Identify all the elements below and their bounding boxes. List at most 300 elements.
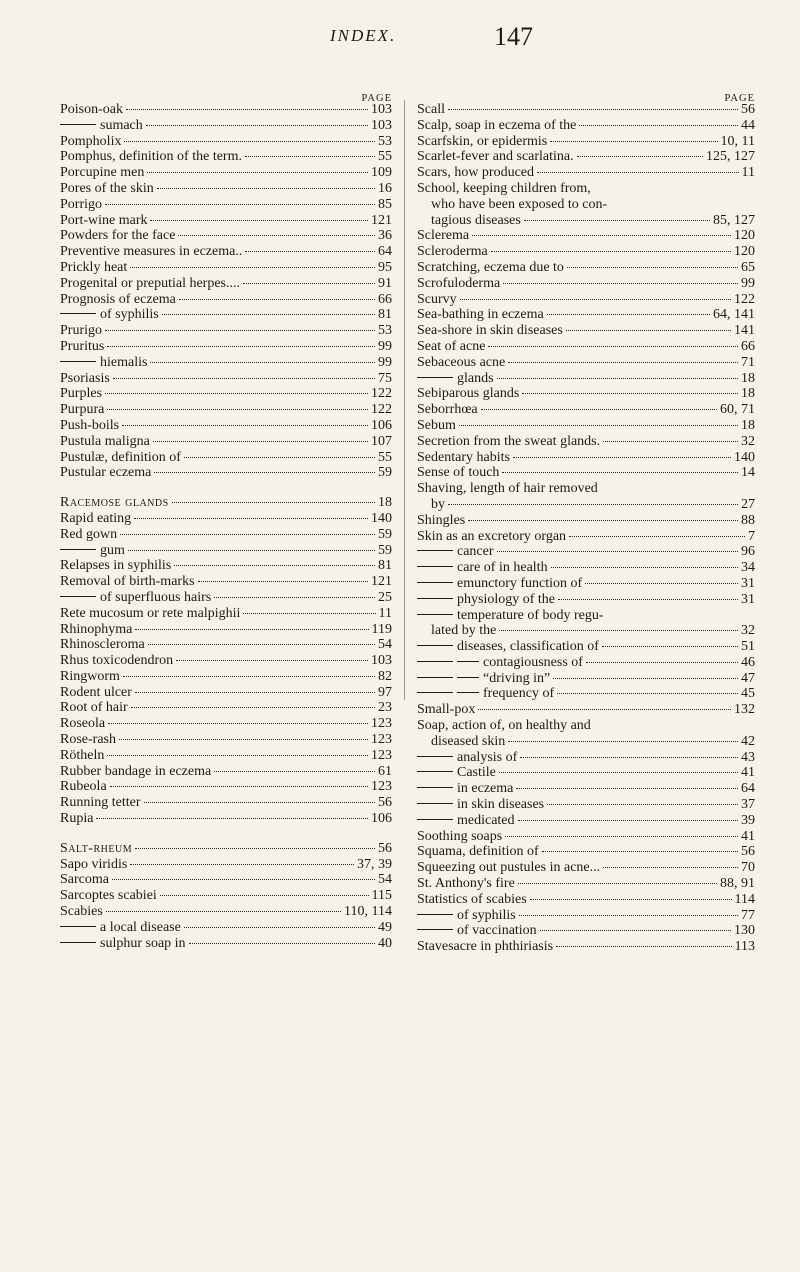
entry-term: diseases, classification of	[457, 639, 599, 655]
entry-term: physiology of the	[457, 591, 555, 607]
entry-pages: 107	[371, 433, 392, 449]
index-entry	[417, 307, 755, 323]
entry-pages: 18	[741, 386, 755, 402]
entry-term: Skin as an excretory organ	[417, 528, 567, 544]
entry-term: Porcupine men	[60, 165, 145, 181]
entry-pages: 71	[741, 354, 755, 370]
index-entry	[60, 260, 392, 276]
entry-term: Castile	[457, 765, 496, 781]
dot-leader	[135, 629, 368, 630]
entry-pages: 99	[378, 338, 392, 354]
entry-pages: 103	[371, 102, 392, 117]
entry-term: cancer	[457, 544, 494, 560]
dot-leader	[107, 755, 368, 756]
dot-leader	[174, 565, 375, 566]
entry-term: Rupia	[60, 811, 94, 827]
index-entry	[60, 465, 392, 481]
entry-pages: 10, 11	[720, 133, 755, 149]
entry-pages: 82	[378, 668, 392, 684]
index-entry	[417, 402, 755, 418]
entry-term: Pruritus	[60, 338, 105, 354]
page-column-label: PAGE	[361, 93, 392, 104]
entry-term: Purples	[60, 386, 102, 402]
entry-pages: 64	[741, 781, 755, 797]
repeat-dash	[417, 661, 453, 662]
entry-term: Scarlet-fever and scarlatina.	[417, 149, 574, 165]
entry-term: Push-boils	[60, 417, 120, 433]
index-column-right	[417, 93, 755, 955]
entry-term: Scratching, eczema due to	[417, 259, 564, 275]
index-entry	[417, 639, 755, 655]
entry-pages: 123	[371, 716, 392, 732]
repeat-dash	[417, 377, 453, 378]
index-entry	[60, 558, 392, 574]
entry-term: of superfluous hairs	[100, 589, 212, 605]
entry-pages: 56	[741, 844, 755, 860]
dot-leader	[214, 771, 375, 772]
dot-leader	[245, 156, 375, 157]
index-entry	[60, 622, 392, 638]
entry-term: Red gown	[60, 526, 118, 542]
dot-leader	[579, 125, 738, 126]
repeat-dash	[60, 942, 96, 943]
index-entry	[417, 829, 755, 845]
index-entry	[60, 716, 392, 732]
index-entry	[60, 181, 392, 197]
index-entry	[417, 655, 755, 671]
index-entry	[417, 118, 755, 134]
entry-pages: 46	[741, 654, 755, 670]
dot-leader	[189, 943, 375, 944]
index-entry	[60, 292, 392, 308]
index-entry	[60, 637, 392, 653]
dot-leader	[522, 393, 738, 394]
index-entry	[417, 386, 755, 402]
index-entry	[417, 323, 755, 339]
entry-term: Sea-bathing in eczema	[417, 307, 544, 323]
index-entry	[60, 732, 392, 748]
entry-pages: 23	[378, 700, 392, 716]
dot-leader	[105, 393, 368, 394]
entry-term: sumach	[100, 117, 143, 133]
dot-leader	[146, 125, 368, 126]
entry-pages: 125, 127	[706, 149, 755, 165]
index-entry	[417, 165, 755, 181]
entry-pages: 103	[371, 117, 392, 133]
entry-term: Seborrhœa	[417, 402, 478, 418]
entry-pages: 109	[371, 165, 392, 181]
entry-term: hiemalis	[100, 354, 148, 370]
entry-term: Prognosis of eczema	[60, 291, 176, 307]
index-entry	[60, 371, 392, 387]
index-entry	[60, 936, 392, 952]
index-entry	[417, 908, 755, 924]
repeat-dash	[417, 645, 453, 646]
index-entry	[417, 718, 755, 734]
entry-term: gum	[100, 542, 125, 558]
entry-pages: 31	[741, 591, 755, 607]
dot-leader	[488, 346, 738, 347]
entry-term: emunctory function of	[457, 575, 583, 591]
entry-term: Rubber bandage in eczema	[60, 763, 212, 779]
dot-leader	[553, 678, 738, 679]
entry-term: tagious diseases	[431, 212, 521, 228]
dot-leader	[135, 848, 375, 849]
dot-leader	[556, 946, 731, 947]
entry-pages: 77	[741, 907, 755, 923]
entry-pages: 81	[378, 307, 392, 323]
entry-term: in skin diseases	[457, 797, 545, 813]
dot-leader	[566, 330, 731, 331]
index-entry	[417, 576, 755, 592]
repeat-dash	[417, 914, 453, 915]
index-entry	[417, 339, 755, 355]
entry-pages: 49	[378, 919, 392, 935]
entry-term: sulphur soap in	[100, 935, 186, 951]
repeat-dash	[60, 313, 96, 314]
index-entry	[417, 434, 755, 450]
dot-leader	[460, 299, 731, 300]
index-entry	[417, 276, 755, 292]
entry-pages: 66	[741, 338, 755, 354]
entry-term: Squeezing out pustules in acne...	[417, 860, 601, 876]
dot-leader	[150, 362, 375, 363]
entry-term: Rötheln	[60, 747, 105, 763]
entry-term: St. Anthony's fire	[417, 876, 515, 892]
dot-leader	[108, 723, 368, 724]
entry-pages: 41	[741, 828, 755, 844]
index-entry	[60, 904, 392, 920]
entry-pages: 7	[748, 528, 755, 544]
entry-term: Scleroderma	[417, 244, 488, 260]
dot-leader	[478, 709, 731, 710]
entry-term: Scurvy	[417, 291, 457, 307]
index-entry	[417, 544, 755, 560]
entry-pages: 65	[741, 259, 755, 275]
entry-term: Sebiparous glands	[417, 386, 520, 402]
index-entry	[60, 323, 392, 339]
index-entry	[60, 386, 392, 402]
entry-pages: 66	[378, 291, 392, 307]
repeat-dash	[417, 771, 453, 772]
repeat-dash	[417, 614, 453, 615]
dot-leader	[112, 879, 375, 880]
index-entry	[417, 529, 755, 545]
index-entry	[60, 118, 392, 134]
dot-leader	[519, 915, 738, 916]
entry-pages: 140	[371, 510, 392, 526]
dot-leader	[157, 188, 375, 189]
index-entry	[60, 795, 392, 811]
entry-pages: 44	[741, 117, 755, 133]
index-entry	[60, 748, 392, 764]
entry-term: Squama, definition of	[417, 844, 539, 860]
index-entry	[60, 339, 392, 355]
entry-term: Statistics of scabies	[417, 891, 527, 907]
index-entry	[417, 134, 755, 150]
repeat-dash	[417, 566, 453, 567]
index-entry	[417, 228, 755, 244]
entry-term: Purpura	[60, 402, 105, 418]
entry-term: lated by the	[431, 623, 497, 639]
entry-pages: 123	[371, 732, 392, 748]
entry-term: “driving in”	[483, 670, 551, 686]
entry-pages: 54	[378, 637, 392, 653]
entry-term: Rose-rash	[60, 732, 116, 748]
running-head	[0, 22, 800, 62]
entry-pages: 11	[378, 605, 392, 621]
entry-pages: 88	[741, 512, 755, 528]
index-entry	[60, 653, 392, 669]
dot-leader	[243, 613, 375, 614]
index-entry	[60, 355, 392, 371]
index-entry	[417, 149, 755, 165]
index-entry	[60, 165, 392, 181]
entry-term: Sebum	[417, 417, 456, 433]
dot-leader	[524, 220, 710, 221]
entry-pages: 37	[741, 797, 755, 813]
dot-leader	[508, 741, 738, 742]
dot-leader	[130, 864, 354, 865]
entry-term: who have been exposed to con-	[431, 196, 608, 212]
entry-term: Port-wine mark	[60, 212, 148, 228]
entry-pages: 110, 114	[344, 904, 392, 920]
dot-leader	[147, 172, 368, 173]
entry-pages: 54	[378, 872, 392, 888]
dot-leader	[468, 520, 738, 521]
index-entry	[60, 888, 392, 904]
index-entry	[60, 764, 392, 780]
dot-leader	[537, 172, 738, 173]
index-entry	[417, 781, 755, 797]
dot-leader	[459, 425, 738, 426]
dot-leader	[160, 895, 369, 896]
index-entry	[417, 671, 755, 687]
index-entry	[417, 592, 755, 608]
page-column-label: PAGE	[724, 93, 755, 104]
entry-term: Pustulæ, definition of	[60, 449, 181, 465]
index-column-left	[60, 93, 392, 951]
entry-term: Ringworm	[60, 668, 120, 684]
dot-leader	[520, 757, 738, 758]
entry-term: Sebaceous acne	[417, 354, 506, 370]
dot-leader	[120, 534, 375, 535]
index-entry	[417, 734, 755, 750]
dot-leader	[123, 676, 375, 677]
dot-leader	[540, 930, 731, 931]
entry-pages: 18	[378, 495, 392, 511]
repeat-dash	[457, 677, 479, 678]
index-entry	[417, 892, 755, 908]
entry-pages: 55	[378, 149, 392, 165]
entry-pages: 34	[741, 560, 755, 576]
repeat-dash	[60, 926, 96, 927]
entry-pages: 130	[734, 923, 755, 939]
entry-pages: 120	[734, 228, 755, 244]
repeat-dash	[60, 596, 96, 597]
dot-leader	[105, 330, 375, 331]
index-entry	[60, 434, 392, 450]
index-entry	[417, 513, 755, 529]
entry-term: Porrigo	[60, 196, 102, 212]
entry-pages: 141	[734, 323, 755, 339]
entry-term: Pustular eczema	[60, 465, 152, 481]
index-entry	[60, 574, 392, 590]
repeat-dash	[60, 124, 96, 125]
dot-leader	[105, 204, 375, 205]
entry-term: Progenital or preputial herpes....	[60, 275, 241, 291]
entry-term: Psoriasis	[60, 370, 110, 386]
entry-term: Scalp, soap in eczema of the	[417, 117, 577, 133]
entry-pages: 51	[741, 639, 755, 655]
index-entry	[60, 244, 392, 260]
entry-pages: 103	[371, 653, 392, 669]
dot-leader	[585, 583, 738, 584]
index-entry	[417, 481, 755, 497]
entry-pages: 32	[741, 433, 755, 449]
dot-leader	[547, 804, 738, 805]
index-entry	[417, 244, 755, 260]
entry-pages: 123	[371, 779, 392, 795]
entry-pages: 115	[371, 888, 392, 904]
entry-pages: 123	[371, 747, 392, 763]
entry-pages: 61	[378, 763, 392, 779]
dot-leader	[176, 660, 368, 661]
entry-pages: 120	[734, 244, 755, 260]
index-entry	[60, 543, 392, 559]
entry-term: Prurigo	[60, 323, 102, 339]
index-entry	[417, 197, 755, 213]
entry-term: Sense of touch	[417, 465, 500, 481]
dot-leader	[107, 346, 375, 347]
index-entry	[60, 213, 392, 229]
dot-leader	[518, 883, 717, 884]
dot-leader	[513, 457, 731, 458]
repeat-dash	[417, 756, 453, 757]
entry-term: Rodent ulcer	[60, 684, 132, 700]
entry-term: Rapid eating	[60, 510, 132, 526]
index-entry	[60, 149, 392, 165]
column-divider	[404, 100, 405, 700]
dot-leader	[106, 911, 341, 912]
index-entry	[60, 307, 392, 323]
dot-leader	[144, 802, 376, 803]
dot-leader	[448, 504, 738, 505]
entry-pages: 106	[371, 417, 392, 433]
entry-pages: 25	[378, 589, 392, 605]
dot-leader	[198, 581, 368, 582]
dot-leader	[243, 283, 375, 284]
dot-leader	[586, 662, 738, 663]
entry-term: Racemose glands	[60, 495, 169, 511]
repeat-dash	[417, 677, 453, 678]
entry-pages: 91	[378, 275, 392, 291]
entry-term: Rete mucosum or rete malpighii	[60, 605, 241, 621]
dot-leader	[551, 567, 738, 568]
entry-term: Relapses in syphilis	[60, 558, 172, 574]
dot-leader	[128, 550, 375, 551]
dot-leader	[107, 409, 368, 410]
entry-term: Poison-oak	[60, 102, 123, 117]
dot-leader	[134, 518, 368, 519]
entry-term: Sea-shore in skin diseases	[417, 323, 563, 339]
index-entry	[60, 669, 392, 685]
dot-leader	[499, 630, 738, 631]
repeat-dash	[417, 819, 453, 820]
dot-leader	[497, 551, 738, 552]
index-entry	[60, 134, 392, 150]
entry-term: Pomphus, definition of the term.	[60, 149, 242, 165]
entry-pages: 119	[371, 621, 392, 637]
index-entry	[417, 497, 755, 513]
entry-term: Small-pox	[417, 702, 476, 718]
entry-term: Sapo viridis	[60, 856, 128, 872]
repeat-dash	[417, 787, 453, 788]
dot-leader	[497, 378, 738, 379]
dot-leader	[110, 786, 368, 787]
dot-leader	[96, 818, 368, 819]
dot-leader	[567, 267, 738, 268]
index-entry	[60, 590, 392, 606]
dot-leader	[153, 441, 368, 442]
dot-leader	[162, 314, 375, 315]
index-entry	[60, 920, 392, 936]
dot-leader	[550, 141, 717, 142]
dot-leader	[491, 251, 731, 252]
entry-term: Rhinophyma	[60, 621, 133, 637]
dot-leader	[481, 409, 717, 410]
entry-pages: 122	[734, 291, 755, 307]
dot-leader	[178, 235, 375, 236]
entry-pages: 27	[741, 496, 755, 512]
index-entry	[417, 860, 755, 876]
entry-term: Seat of acne	[417, 338, 486, 354]
entry-pages: 56	[378, 840, 392, 856]
dot-leader	[530, 899, 732, 900]
index-entry	[60, 418, 392, 434]
entry-pages: 32	[741, 623, 755, 639]
index-entry	[417, 813, 755, 829]
dot-leader	[557, 693, 738, 694]
entry-pages: 88, 91	[720, 876, 755, 892]
index-entries-right	[417, 102, 755, 955]
dot-leader	[124, 141, 375, 142]
entry-term: a local disease	[100, 919, 181, 935]
index-entry	[417, 797, 755, 813]
repeat-dash	[60, 549, 96, 550]
index-entry	[417, 686, 755, 702]
index-entry	[417, 560, 755, 576]
dot-leader	[448, 109, 738, 110]
entry-term: care of in health	[457, 560, 548, 576]
entry-pages: 39	[741, 812, 755, 828]
running-head-title: INDEX.	[330, 26, 397, 45]
dot-leader	[135, 692, 375, 693]
dot-leader	[113, 378, 375, 379]
entry-pages: 11	[741, 165, 755, 181]
entry-pages: 18	[741, 370, 755, 386]
entry-term: Soothing soaps	[417, 828, 503, 844]
dot-leader	[214, 597, 375, 598]
entry-pages: 132	[734, 702, 755, 718]
repeat-dash	[417, 550, 453, 551]
index-entry	[417, 939, 755, 955]
repeat-dash	[417, 582, 453, 583]
entry-pages: 99	[741, 275, 755, 291]
entry-term: Preventive measures in eczema..	[60, 244, 243, 260]
entry-pages: 53	[378, 323, 392, 339]
index-entry	[60, 606, 392, 622]
